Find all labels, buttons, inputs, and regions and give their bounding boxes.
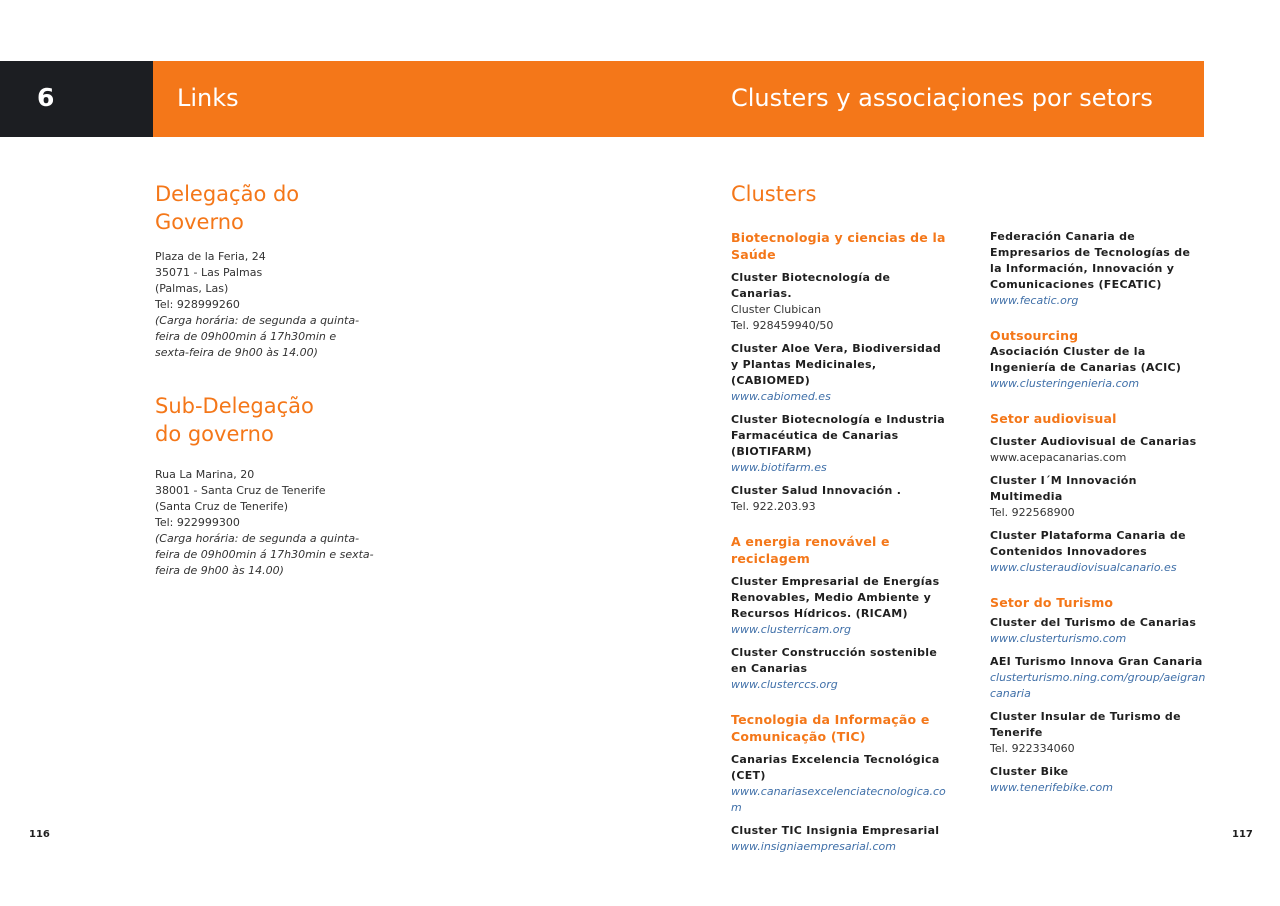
entity-name: Cluster Construcción sostenible en Canarias — [731, 646, 938, 675]
entity-link[interactable]: www.biotifarm.es — [731, 461, 827, 474]
subdelegacao-title: Sub-Delegação do governo — [155, 394, 314, 446]
list-item — [990, 473, 1206, 521]
header-title-clusters: Clusters y associaçiones por setors — [731, 84, 1153, 112]
entity-link[interactable]: www.clusterturismo.com — [990, 632, 1127, 645]
delegacao-title: Delegação do Governo — [155, 182, 300, 234]
entity-link[interactable]: www.canariasexcelenciatecnologica.com — [731, 785, 946, 814]
list-item — [990, 654, 1206, 702]
entity-name: Federación Canaria de Empresarios de Tecnologías de la Información, Innovación y Comunicaciones (FECATIC) — [990, 230, 1191, 291]
entity-name: Cluster Plataforma Canaria de Contenidos Innovadores — [990, 529, 1186, 558]
page-number-right: 117 — [1232, 829, 1253, 840]
entity-link[interactable]: www.fecatic.org — [990, 294, 1079, 307]
entity-phone: Tel. 922334060 — [990, 742, 1075, 755]
entity-name: Asociación Cluster de la Ingeniería de Canarias (ACIC) — [990, 345, 1182, 374]
list-item — [990, 344, 1206, 392]
category-audiovisual: Setor audiovisual — [990, 411, 1117, 426]
entity-name: AEI Turismo Innova Gran Canaria — [990, 655, 1203, 668]
entity-name: Cluster I´M Innovación Multimedia — [990, 474, 1137, 503]
entity-name: Cluster Biotecnología e Industria Farmacéutica de Canarias (BIOTIFARM) — [731, 413, 946, 458]
list-item — [990, 434, 1206, 466]
entity-name: Cluster Bike — [990, 765, 1069, 778]
entity-link[interactable]: www.cabiomed.es — [731, 390, 831, 403]
entity-phone: Tel. 922.203.93 — [731, 500, 816, 513]
entity-link[interactable]: www.insigniaempresarial.com — [731, 840, 896, 853]
entity-phone: Tel. 928459940/50 — [731, 319, 834, 332]
category-biotecnologia: Biotecnologia y ciencias de la Saúde — [731, 230, 946, 262]
chapter-number: 6 — [37, 83, 55, 112]
entity-name: Cluster Aloe Vera, Biodiversidad y Plantas Medicinales, (CABIOMED) — [731, 342, 942, 387]
entity-link[interactable]: www.clusteringenieria.com — [990, 377, 1140, 390]
page-number-left: 116 — [29, 829, 50, 840]
category-tic: Tecnologia da Informação e Comunicação (TIC) — [731, 712, 930, 744]
entity-name: Canarias Excelencia Tecnológica (CET) — [731, 753, 940, 782]
list-item — [731, 341, 947, 405]
clusters-title: Clusters — [731, 182, 817, 206]
subdelegacao-address: Rua La Marina, 20 38001 - Santa Cruz de Tenerife (Santa Cruz de Tenerife) Tel: 922999300 (Carga horária: de segunda a quinta- feira de 09h00min á 17h30min e sexta- feira de 9h00 às 14.00) — [155, 468, 374, 577]
delegacao-address: Plaza de la Feria, 24 35071 - Las Palmas (Palmas, Las) Tel: 928999260 (Carga horária: de segunda a quinta- feira de 09h00min á 17h30min e sexta-feira de 9h00 às 14.00) — [155, 250, 360, 359]
entity-website: www.acepacanarias.com — [990, 451, 1127, 464]
list-item — [990, 615, 1206, 647]
list-item — [731, 483, 947, 515]
entity-name: Cluster Insular de Turismo de Tenerife — [990, 710, 1181, 739]
clusters-column-1 — [731, 229, 947, 855]
list-item — [990, 764, 1206, 796]
category-outsourcing: Outsourcing — [990, 328, 1079, 343]
entity-name: Cluster Biotecnología de Canarias. — [731, 271, 891, 300]
entity-link[interactable]: www.clusteraudiovisualcanario.es — [990, 561, 1177, 574]
clusters-column-2 — [990, 229, 1206, 796]
entity-link[interactable]: clusterturismo.ning.com/group/aeigrancanaria — [990, 671, 1206, 700]
entity-name: Cluster del Turismo de Canarias — [990, 616, 1197, 629]
header-title-links: Links — [177, 84, 239, 112]
entity-name: Cluster Salud Innovación . — [731, 484, 902, 497]
list-item — [731, 270, 947, 334]
entity-link[interactable]: www.clusterricam.org — [731, 623, 852, 636]
list-item — [731, 645, 947, 693]
chapter-number-box — [0, 61, 153, 137]
entity-phone: Tel. 922568900 — [990, 506, 1075, 519]
entity-link[interactable]: www.tenerifebike.com — [990, 781, 1113, 794]
entity-name: Cluster TIC Insignia Empresarial — [731, 824, 940, 837]
entity-info: Cluster Clubican — [731, 303, 822, 316]
category-energia: A energia renovável e reciclagem — [731, 534, 890, 566]
list-item — [731, 823, 947, 855]
list-item — [990, 528, 1206, 576]
list-item — [731, 752, 947, 816]
entity-link[interactable]: www.clusterccs.org — [731, 678, 838, 691]
list-item — [990, 709, 1206, 757]
category-turismo: Setor do Turismo — [990, 595, 1114, 610]
list-item — [731, 412, 947, 476]
list-item — [731, 574, 947, 638]
entity-name: Cluster Empresarial de Energías Renovables, Medio Ambiente y Recursos Hídricos. (RICAM) — [731, 575, 940, 620]
header-bar — [153, 61, 1204, 137]
entity-name: Cluster Audiovisual de Canarias — [990, 435, 1197, 448]
list-item — [990, 229, 1206, 309]
